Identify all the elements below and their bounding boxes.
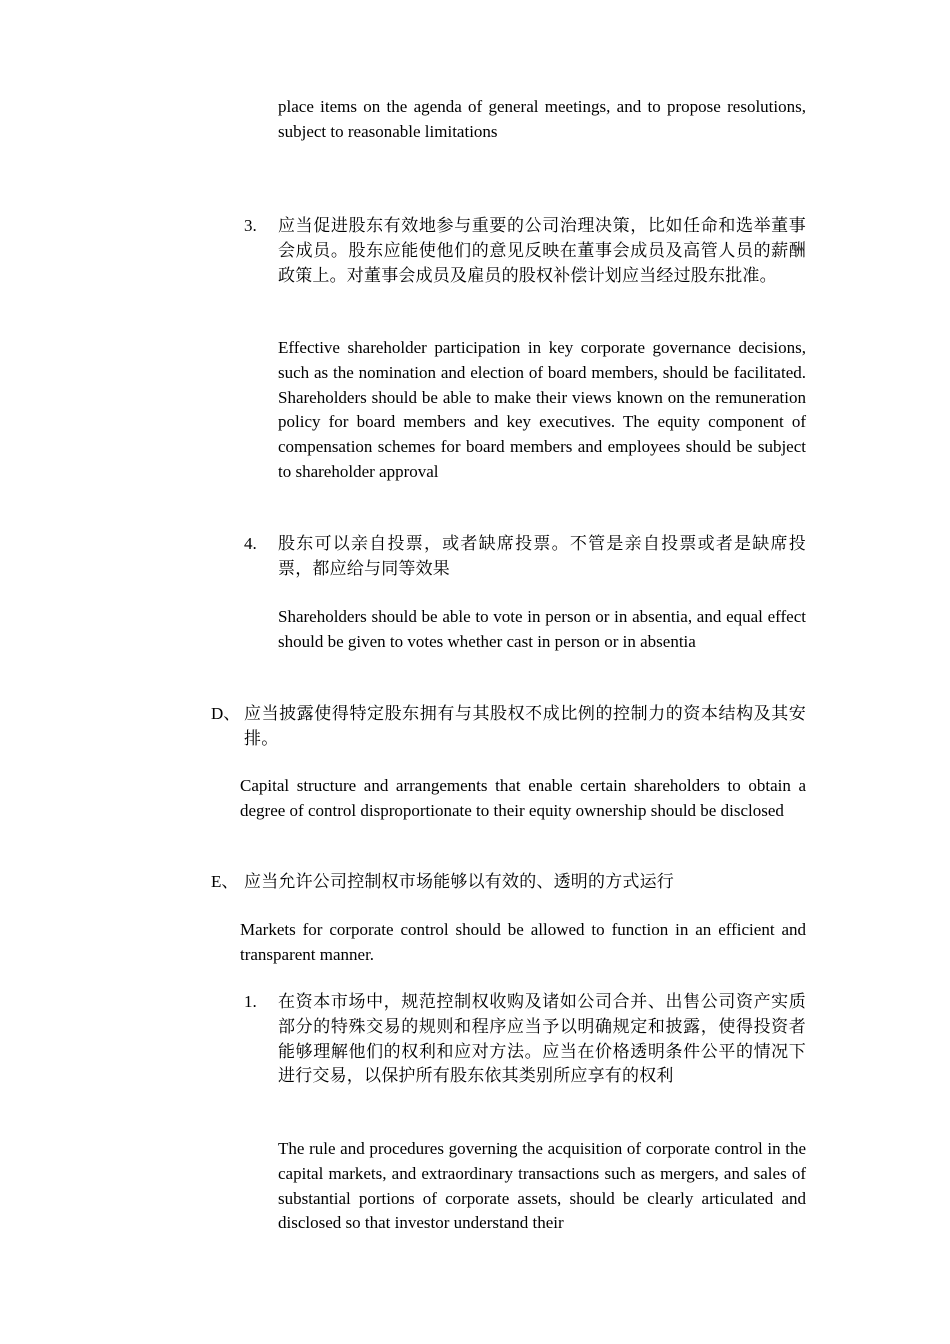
item-e1-english-text: The rule and procedures governing the acquisition of corporate control in the capital markets, and extraordinary transactions such as mergers, and sales of substantial portions of corporate assets, should be clearly articulated and disclosed so that investor understand their: [278, 1139, 806, 1233]
item-e1-chinese-text: 在资本市场中，规范控制权收购及诸如公司合并、出售公司资产实质部分的特殊交易的规则和程序应当予以明确规定和披露，使得投资者能够理解他们的权利和应对方法。应当在价格透明条件公平的情况下进行交易，以保护所有股东依其类别所应享有的权利: [278, 992, 806, 1086]
item-4-chinese-text: 股东可以亲自投票，或者缺席投票。不管是亲自投票或者是缺席投票，都应给与同等效果: [278, 534, 806, 578]
section-e-chinese-heading: 应当允许公司控制权市场能够以有效的、透明的方式运行: [244, 872, 674, 891]
item-e1-number: 1.: [244, 992, 257, 1011]
item-3-english-text: Effective shareholder participation in key corporate governance decisions, such as the nomination and election of board members, should be facilitated. Shareholders should be able to make their views known on the remuneration policy for board members and key executives. The equity component of compensation schemes for board members and employees should be subject to shareholder approval: [278, 338, 806, 481]
section-e-label: E、: [211, 872, 239, 891]
item-4-number: 4.: [244, 534, 257, 553]
section-d-english-text: Capital structure and arrangements that enable certain shareholders to obtain a degree of control disproportionate to their equity ownership should be disclosed: [240, 776, 806, 820]
item-3-number: 3.: [244, 216, 257, 235]
section-e-english-text: Markets for corporate control should be allowed to function in an efficient and transparent manner.: [240, 920, 806, 964]
section-d-label: D、: [211, 704, 241, 723]
item-3-chinese-text: 应当促进股东有效地参与重要的公司治理决策，比如任命和选举董事会成员。股东应能使他们的意见反映在董事会成员及高管人员的薪酬政策上。对董事会成员及雇员的股权补偿计划应当经过股东批准。: [278, 216, 806, 285]
item-4-english-text: Shareholders should be able to vote in person or in absentia, and equal effect should be given to votes whether cast in person or in absentia: [278, 607, 806, 651]
section-d-chinese-heading: 应当披露使得特定股东拥有与其股权不成比例的控制力的资本结构及其安排。: [244, 704, 806, 748]
continuation-paragraph: place items on the agenda of general meetings, and to propose resolutions, subject to reasonable limitations: [278, 97, 806, 141]
